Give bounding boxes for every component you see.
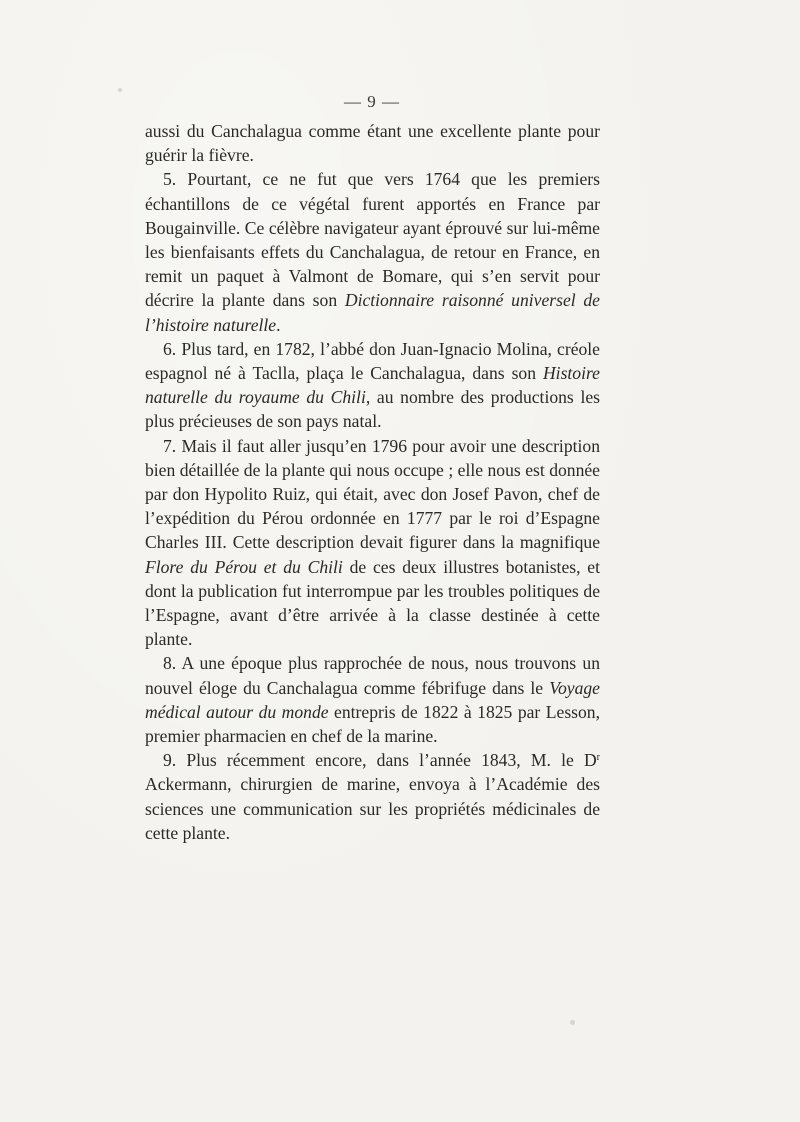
text-run: 7. Mais il faut aller jusqu’en 1796 pour avoir une description bien détaillée de la plante qui nous occupe ; elle nous est donnée par don Hypolito Ruiz, qui était, avec don Josef Pavon, chef de l’expédition du Pérou ordonnée en 1777 par le roi d’Espagne Charles III. Cette description devait figurer dans la magnifique bbox=[145, 435, 600, 553]
body-text bbox=[145, 119, 600, 845]
paragraph-9 bbox=[145, 748, 600, 845]
text-run: 9. Plus récemment encore, dans l’année 1843, M. le D bbox=[163, 750, 597, 771]
page-number: — 9 — bbox=[344, 92, 400, 111]
text-run: de ces deux illustres botanistes, et dont la publication fut interrompue par les troubles politiques de l’Espagne, avant d’être arrivée à la classe destinée à cette plante. bbox=[145, 556, 600, 650]
book-title: Voyage médical autour du monde bbox=[145, 677, 600, 722]
book-title: Flore du Pérou et du Chili bbox=[145, 556, 343, 577]
text-run: , au nombre des productions les plus précieuses de son pays natal. bbox=[145, 387, 600, 432]
paragraph-continuation bbox=[145, 119, 600, 167]
text-run: entrepris de 1822 à 1825 par Lesson, premier pharmacien en chef de la marine. bbox=[145, 701, 601, 747]
text-run: aussi du Canchalagua comme étant une excellente plante pour guérir la fièvre. bbox=[145, 121, 600, 166]
book-title: Histoire naturelle du royaume du Chili bbox=[145, 363, 600, 408]
text-run: 8. A une époque plus rapprochée de nous, nous trouvons un nouvel éloge du Canchalagua comme fébrifuge dans le bbox=[145, 653, 600, 698]
text-run: . bbox=[276, 314, 281, 335]
superscript: r bbox=[596, 752, 600, 764]
paper-speck bbox=[570, 1020, 575, 1025]
paragraph-8 bbox=[145, 651, 600, 748]
text-run: 6. Plus tard, en 1782, l’abbé don Juan-Ignacio Molina, créole espagnol né à Taclla, plaça le Canchalagua, dans son bbox=[145, 338, 600, 384]
paper-speck bbox=[118, 88, 122, 92]
paragraph-6 bbox=[145, 337, 600, 434]
book-title: Dictionnaire raisonné universel de l’histoire naturelle bbox=[145, 290, 600, 335]
text-run: Ackermann, chirurgien de marine, envoya à l’Académie des sciences une communication sur les propriétés médicinales de cette plante. bbox=[145, 774, 600, 843]
paragraph-5 bbox=[145, 167, 600, 336]
paragraph-7 bbox=[145, 434, 600, 652]
text-run: 5. Pourtant, ce ne fut que vers 1764 que les premiers échantillons de ce végétal furent apportés en France par Bougainville. Ce célèbre navigateur ayant éprouvé sur lui-même les bienfaisants effets du Canchalagua, de retour en France, en remit un paquet à Valmont de Bomare, qui s’en servit pour décrire la plante dans son bbox=[145, 169, 600, 311]
